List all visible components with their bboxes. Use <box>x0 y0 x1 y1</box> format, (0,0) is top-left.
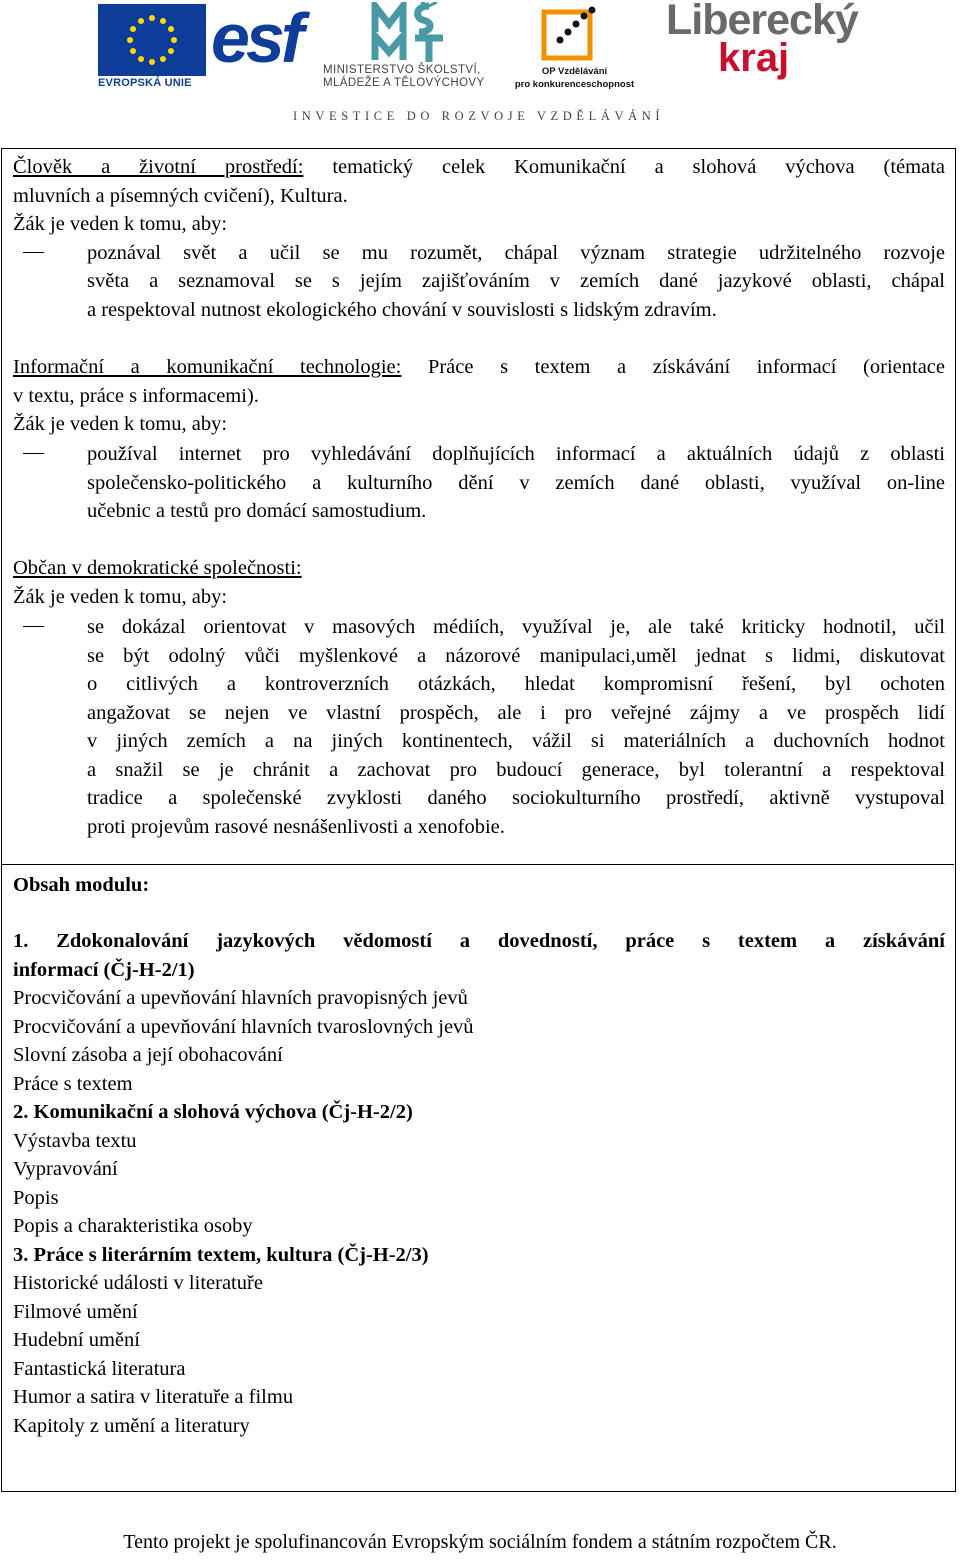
region-name: Liberecký <box>666 0 858 44</box>
module-item: Filmové umění <box>13 1300 138 1323</box>
module-item: Humor a satira v literatuře a filmu <box>13 1386 294 1408</box>
clovek-aim: Žák je veden k tomu, aby: <box>13 213 228 235</box>
module-item: Hudební umění <box>13 1329 140 1351</box>
module-item: Historické události v literatuře <box>13 1272 263 1294</box>
op-emblem-icon <box>538 4 602 66</box>
clovek-bullet-line-3: a respektoval nutnost ekologického chování v souvislosti s lidským zdravím. <box>87 298 717 321</box>
esf-label: esf <box>211 0 301 77</box>
module-section-3: 3. Práce s literárním textem, kultura (Čj-H-2/3) <box>13 1243 429 1266</box>
dash-icon <box>23 252 44 253</box>
obcan-bullet-line-7: tradice a společenské zvyklosti daného sociokulturního prostředí, aktivně vystupoval <box>87 787 945 809</box>
module-item: Popis a charakteristika osoby <box>13 1215 253 1237</box>
content-table <box>1 148 956 1492</box>
ict-aim: Žák je veden k tomu, aby: <box>13 413 228 435</box>
module-item: Kapitoly z umění a literatury <box>13 1414 250 1437</box>
obcan-bullet-line-4: angažovat se nejen ve vlastní prospěch, ale i pro veřejné zájmy a ve prospěch lidí <box>87 701 945 724</box>
obcan-bullet-line-1: se dokázal orientovat v masových médiích, využíval je, ale také kriticky hodnotil, učil <box>87 616 945 638</box>
clovek-intro-line-1 <box>13 153 945 182</box>
ict-bullet-line-3: učebnic a testů pro domácí samostudium. <box>87 500 427 522</box>
obcan-bullet-line-2: se být odolný vůči myšlenkové a názorové manipulaci,uměl jednat s lidmi, diskutovat <box>87 644 945 667</box>
module-item: Slovní zásoba a její obohacování <box>13 1044 283 1066</box>
clovek-bullet-line-1: poznával svět a učil se mu rozumět, chápal význam strategie udržitelného rozvoje <box>87 241 945 264</box>
ict-intro-line-2: v textu, práce s informacemi). <box>13 384 259 407</box>
clovek-intro-line-2: mluvních a písemných cvičení), Kultura. <box>13 184 348 207</box>
eu-logo <box>98 4 206 90</box>
module-item: Výstavba textu <box>13 1129 137 1152</box>
module-item: Vypravování <box>13 1158 118 1180</box>
module-section-1-line-2: informací (Čj-H-2/1) <box>13 958 195 981</box>
msmt-logo <box>323 2 513 92</box>
obcan-bullet-line-6: a snažil se je chránit a zachovat pro budoucí generace, byl tolerantní a respektoval <box>87 758 945 781</box>
eu-flag-icon <box>98 4 206 76</box>
module-item: Fantastická literatura <box>13 1357 186 1380</box>
module-item: Procvičování a upevňování hlavních tvaroslovných jevů <box>13 1015 474 1038</box>
dash-icon <box>23 453 44 454</box>
module-item: Práce s textem <box>13 1072 133 1095</box>
ict-bullet <box>13 440 945 526</box>
table-divider <box>2 864 954 865</box>
obcan-bullet-line-3: o citlivých a kontroverzních otázkách, hledat kompromisní řešení, byl ochoten <box>87 673 945 695</box>
liberecky-kraj-logo <box>640 2 860 92</box>
msmt-line-2: MLÁDEŽE A TĚLOVÝCHOVY <box>323 77 485 89</box>
clovek-bullet <box>13 239 945 325</box>
ict-bullet-line-2: společensko-politického a kulturního dění v zemích dané oblasti, využíval on-line <box>87 471 945 494</box>
tagline: INVESTICE DO ROZVOJE VZDĚLÁVÁNÍ <box>293 109 665 123</box>
obcan-aim: Žák je veden k tomu, aby: <box>13 585 228 608</box>
obcan-heading: Občan v demokratické společnosti: <box>13 557 302 579</box>
ict-bullet-line-1: používal internet pro vyhledávání doplňujících informací a aktuálních údajů z oblasti <box>87 443 945 465</box>
module-section-1-line-1: 1. Zdokonalování jazykových vědomostí a dovedností, práce s textem a získávání <box>13 930 945 952</box>
dash-icon <box>23 626 44 627</box>
module-title: Obsah modulu: <box>13 874 150 896</box>
module-section-2: 2. Komunikační a slohová výchova (Čj-H-2/2) <box>13 1101 413 1123</box>
ict-heading: Informační a komunikační technologie: <box>13 356 402 378</box>
clovek-intro-text-1: tematický celek Komunikační a slohová výchova (témata <box>332 156 945 178</box>
clovek-bullet-line-2: světa a seznamoval se s jejím zajišťováním v zemích dané jazykové oblasti, chápal <box>87 270 945 292</box>
eu-label: EVROPSKÁ UNIE <box>98 77 192 89</box>
msmt-mark-icon <box>371 2 461 64</box>
module-item: Popis <box>13 1186 59 1209</box>
obcan-bullet <box>13 613 945 841</box>
obcan-bullet-line-5: v jiných zemích a na jiných kontinentech, vážil si materiálních a duchovních hodnot <box>87 730 945 752</box>
op-logo <box>512 2 637 92</box>
ict-intro-line-1 <box>13 353 945 382</box>
obcan-bullet-line-8: proti projevům rasové nesnášenlivosti a xenofobie. <box>87 815 505 838</box>
clovek-heading: Člověk a životní prostředí: <box>13 156 304 178</box>
region-kraj: kraj <box>718 36 790 80</box>
ict-intro-text-1: Práce s textem a získávání informací (orientace <box>427 356 946 378</box>
module-item: Procvičování a upevňování hlavních pravopisných jevů <box>13 987 468 1009</box>
msmt-line-1: MINISTERSTVO ŠKOLSTVÍ, <box>323 64 481 76</box>
logo-header <box>0 0 960 130</box>
esf-logo <box>211 0 313 90</box>
footer-note: Tento projekt je spolufinancován Evropským sociálním fondem a státním rozpočtem ČR. <box>123 1531 837 1553</box>
op-line-2: pro konkurenceschopnost <box>514 79 635 90</box>
op-line-1: OP Vzdělávání <box>541 66 608 77</box>
